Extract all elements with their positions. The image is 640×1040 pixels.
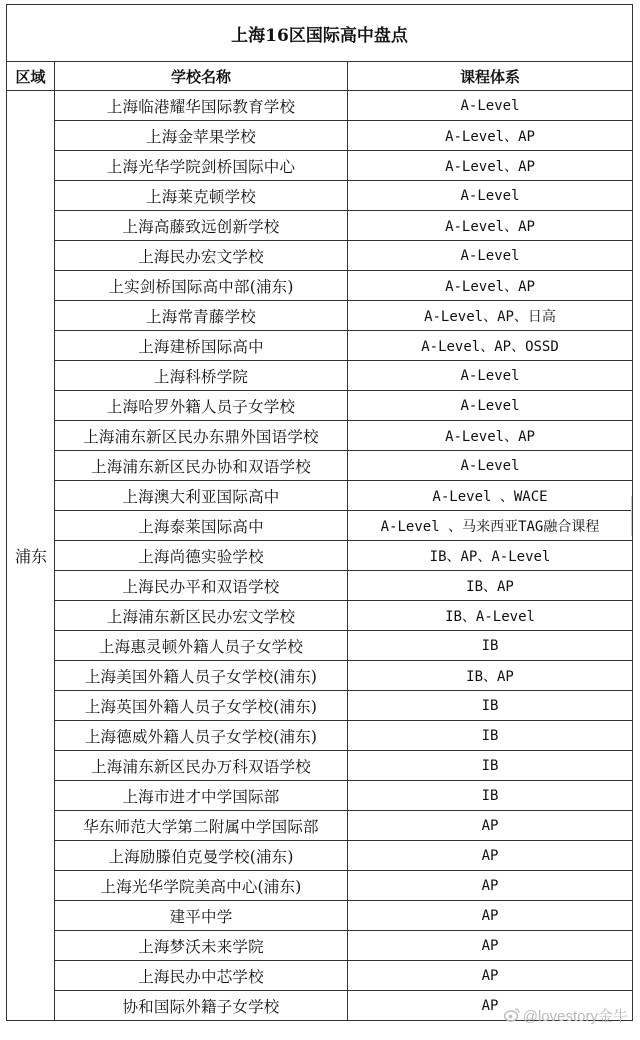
curriculum-cell: A-Level: [348, 391, 633, 421]
curriculum-cell: A-Level: [348, 241, 633, 271]
school-name-cell: 上海梦沃未来学院: [55, 931, 348, 961]
watermark: [504, 1005, 628, 1026]
curriculum-cell: A-Level 、WACE: [348, 481, 633, 511]
curriculum-cell: A-Level: [348, 451, 633, 481]
table-row: [7, 541, 633, 571]
table-row: [7, 151, 633, 181]
school-name-cell: 上实剑桥国际高中部(浦东): [55, 271, 348, 301]
school-name-cell: 上海哈罗外籍人员子女学校: [55, 391, 348, 421]
header-school: 学校名称: [55, 62, 348, 91]
schools-table: [6, 4, 633, 1021]
school-name-cell: 上海光华学院美高中心(浦东): [55, 871, 348, 901]
curriculum-cell: AP: [348, 991, 633, 1021]
curriculum-cell: A-Level、AP、日高: [348, 301, 633, 331]
table-row: [7, 421, 633, 451]
curriculum-cell: A-Level、AP: [348, 271, 633, 301]
school-name-cell: 上海惠灵顿外籍人员子女学校: [55, 631, 348, 661]
table-row: [7, 751, 633, 781]
table-row: [7, 301, 633, 331]
school-name-cell: 上海泰莱国际高中: [55, 511, 348, 541]
table-row: [7, 241, 633, 271]
school-name-cell: 上海建桥国际高中: [55, 331, 348, 361]
school-name-cell: 华东师范大学第二附属中学国际部: [55, 811, 348, 841]
table-row: [7, 841, 633, 871]
table-row: [7, 211, 633, 241]
table-row: [7, 391, 633, 421]
curriculum-cell: A-Level: [348, 361, 633, 391]
table-row: [7, 931, 633, 961]
table-row: [7, 511, 633, 541]
curriculum-cell: A-Level: [348, 91, 633, 121]
curriculum-cell: AP: [348, 871, 633, 901]
curriculum-cell: A-Level、AP: [348, 151, 633, 181]
curriculum-cell: AP: [348, 931, 633, 961]
table-row: [7, 361, 633, 391]
school-name-cell: 上海浦东新区民办万科双语学校: [55, 751, 348, 781]
school-name-cell: 上海澳大利亚国际高中: [55, 481, 348, 511]
school-name-cell: 上海金苹果学校: [55, 121, 348, 151]
curriculum-cell: IB、A-Level: [348, 601, 633, 631]
curriculum-cell: IB: [348, 781, 633, 811]
region-cell: 浦东: [7, 91, 55, 1021]
school-name-cell: 上海莱克顿学校: [55, 181, 348, 211]
table-row: [7, 91, 633, 121]
school-name-cell: 上海常青藤学校: [55, 301, 348, 331]
curriculum-cell: AP: [348, 961, 633, 991]
table-row: [7, 271, 633, 301]
watermark-text: @lovestory金牛: [522, 1007, 628, 1025]
school-name-cell: 上海浦东新区民办宏文学校: [55, 601, 348, 631]
table-body: [7, 91, 633, 1021]
curriculum-cell: A-Level: [348, 181, 633, 211]
table-row: [7, 811, 633, 841]
school-name-cell: 协和国际外籍子女学校: [55, 991, 348, 1021]
school-name-cell: 上海浦东新区民办东鼎外国语学校: [55, 421, 348, 451]
table-row: [7, 331, 633, 361]
school-name-cell: 上海高藤致远创新学校: [55, 211, 348, 241]
header-region: 区域: [7, 62, 55, 91]
table-row: [7, 571, 633, 601]
curriculum-cell: IB、AP: [348, 571, 633, 601]
table-row: [7, 601, 633, 631]
table-row: [7, 121, 633, 151]
table-row: [7, 781, 633, 811]
curriculum-cell: A-Level、AP: [348, 121, 633, 151]
table-title: 上海16区国际高中盘点: [7, 5, 633, 62]
curriculum-cell: AP: [348, 811, 633, 841]
curriculum-cell: A-Level、AP: [348, 211, 633, 241]
school-name-cell: 上海浦东新区民办协和双语学校: [55, 451, 348, 481]
school-name-cell: 上海临港耀华国际教育学校: [55, 91, 348, 121]
curriculum-cell: A-Level 、马来西亚TAG融合课程: [348, 511, 633, 541]
school-name-cell: 上海励滕伯克曼学校(浦东): [55, 841, 348, 871]
table-row: [7, 691, 633, 721]
school-name-cell: 上海民办宏文学校: [55, 241, 348, 271]
curriculum-cell: AP: [348, 901, 633, 931]
school-name-cell: 建平中学: [55, 901, 348, 931]
page-edge-line: [631, 496, 632, 536]
table-row: [7, 181, 633, 211]
curriculum-cell: IB、AP: [348, 661, 633, 691]
school-name-cell: 上海美国外籍人员子女学校(浦东): [55, 661, 348, 691]
curriculum-cell: IB: [348, 721, 633, 751]
table-row: [7, 661, 633, 691]
table-row: [7, 451, 633, 481]
curriculum-cell: AP: [348, 841, 633, 871]
table-row: [7, 631, 633, 661]
school-name-cell: 上海民办平和双语学校: [55, 571, 348, 601]
curriculum-cell: IB、AP、A-Level: [348, 541, 633, 571]
table-row: [7, 871, 633, 901]
curriculum-cell: IB: [348, 751, 633, 781]
table-row: [7, 721, 633, 751]
curriculum-cell: IB: [348, 631, 633, 661]
school-name-cell: 上海光华学院剑桥国际中心: [55, 151, 348, 181]
table-row: [7, 961, 633, 991]
table-row: [7, 901, 633, 931]
school-name-cell: 上海民办中芯学校: [55, 961, 348, 991]
curriculum-cell: A-Level、AP: [348, 421, 633, 451]
curriculum-cell: IB: [348, 691, 633, 721]
curriculum-cell: A-Level、AP、OSSD: [348, 331, 633, 361]
table-row: [7, 481, 633, 511]
weibo-logo-icon: [504, 1008, 520, 1026]
school-name-cell: 上海市进才中学国际部: [55, 781, 348, 811]
school-name-cell: 上海英国外籍人员子女学校(浦东): [55, 691, 348, 721]
school-name-cell: 上海德威外籍人员子女学校(浦东): [55, 721, 348, 751]
school-name-cell: 上海科桥学院: [55, 361, 348, 391]
school-name-cell: 上海尚德实验学校: [55, 541, 348, 571]
header-curriculum: 课程体系: [348, 62, 633, 91]
